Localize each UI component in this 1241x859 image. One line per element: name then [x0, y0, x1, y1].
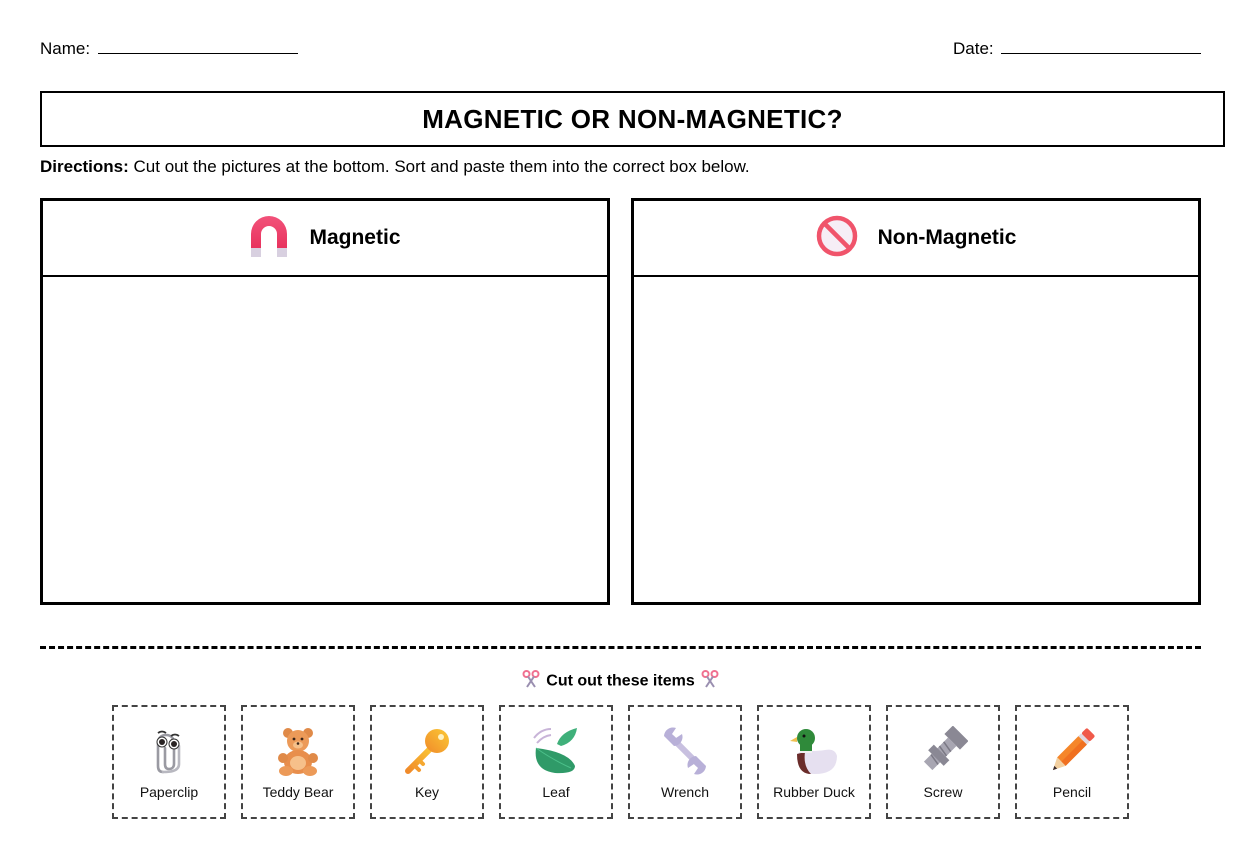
item-card-key[interactable] [370, 705, 484, 819]
cutout-items [112, 705, 1129, 819]
item-card-pencil[interactable] [1015, 705, 1129, 819]
non-magnetic-box [631, 198, 1201, 605]
teddy-bear-icon [272, 725, 324, 777]
magnetic-box [40, 198, 610, 605]
wrench-icon [659, 725, 711, 777]
item-card-wrench[interactable] [628, 705, 742, 819]
magnet-icon [249, 214, 289, 263]
non-magnetic-drop-area[interactable] [634, 277, 1198, 602]
item-label: Paperclip [139, 784, 199, 800]
item-label: Wrench [661, 784, 709, 800]
duck-icon [788, 725, 840, 777]
directions-label: Directions: [40, 157, 129, 176]
item-label: Screw [923, 784, 963, 800]
scissors-icon [701, 670, 719, 693]
name-field[interactable] [40, 39, 298, 59]
date-field[interactable] [953, 39, 1201, 59]
item-label: Leaf [542, 784, 570, 800]
name-label: Name: [40, 39, 91, 58]
date-line[interactable] [1001, 52, 1201, 54]
title-box [40, 91, 1225, 147]
directions-text: Cut out the pictures at the bottom. Sort and paste them into the correct box below. [128, 157, 750, 176]
item-label: Teddy Bear [262, 784, 334, 800]
item-card-teddy-bear[interactable] [241, 705, 355, 819]
item-label: Key [414, 784, 440, 800]
screw-icon [917, 725, 969, 777]
item-label: Rubber Duck [773, 784, 855, 800]
magnetic-label: Magnetic [309, 226, 401, 249]
paperclip-icon [143, 725, 195, 777]
non-magnetic-label: Non-Magnetic [877, 226, 1017, 249]
key-icon [401, 725, 453, 777]
directions [40, 157, 750, 177]
item-label: Pencil [1052, 784, 1092, 800]
cut-heading-text: Cut out these items [546, 672, 695, 690]
item-card-paperclip[interactable] [112, 705, 226, 819]
prohibited-icon [816, 215, 858, 262]
leaf-icon [530, 725, 582, 777]
cut-heading [0, 670, 1241, 693]
non-magnetic-header [634, 201, 1198, 277]
page-title: MAGNETIC OR NON-MAGNETIC? [422, 103, 843, 134]
scissors-icon [522, 670, 540, 693]
item-card-leaf[interactable] [499, 705, 613, 819]
item-card-rubber-duck[interactable] [757, 705, 871, 819]
magnetic-header [43, 201, 607, 277]
magnetic-drop-area[interactable] [43, 277, 607, 602]
name-line[interactable] [98, 52, 298, 54]
date-label: Date: [953, 39, 994, 58]
item-card-screw[interactable] [886, 705, 1000, 819]
pencil-icon [1046, 725, 1098, 777]
cut-line-divider [40, 646, 1201, 649]
